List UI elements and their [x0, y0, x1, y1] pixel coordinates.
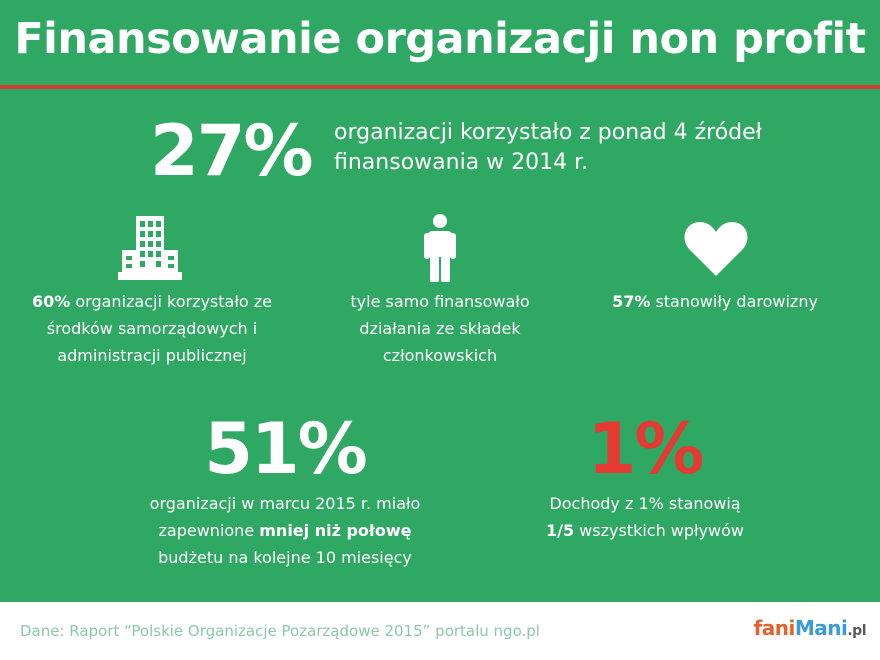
title-divider — [0, 85, 880, 89]
page-title: Finansowanie organizacji non profit — [14, 14, 866, 64]
stat-donations-value: 57% — [612, 292, 651, 311]
budget-text-before: organizacji w marcu 2015 r. miało zapewnione — [149, 494, 421, 540]
stat-donations — [590, 288, 840, 315]
one-percent-after: wszystkich wpływów — [574, 521, 745, 540]
stat-local-government-value: 60% — [32, 292, 71, 311]
budget-text-after: budżetu na kolejne 10 miesięcy — [158, 548, 412, 567]
stat-local-government-text: organizacji korzystało ze środków samorządowych i administracji publicznej — [46, 292, 272, 365]
stat-donations-text: stanowiły darowizny — [650, 292, 818, 311]
fanimani-logo[interactable] — [754, 616, 866, 640]
one-percent-line1: Dochody z 1% stanowią — [549, 494, 741, 513]
heart-icon — [684, 220, 748, 276]
budget-text-bold: mniej niż połowę — [259, 521, 412, 540]
stat-membership-fees — [330, 288, 550, 369]
source-note: Dane: Raport “Polskie Organizacje Pozarządowe 2015” portalu ngo.pl — [20, 622, 540, 640]
person-icon — [424, 214, 456, 282]
footer — [0, 602, 880, 660]
logo-part-2: Mani — [794, 616, 848, 640]
one-percent-bold: 1/5 — [545, 521, 575, 540]
headline-value: 27% — [150, 110, 312, 192]
headline-text: organizacji korzystało z ponad 4 źródeł finansowania w 2014 r. — [334, 120, 762, 175]
one-percent-value: 1% — [587, 408, 703, 490]
budget-value: 51% — [204, 408, 366, 490]
budget-text — [130, 490, 440, 571]
logo-part-3: .pl — [847, 623, 866, 639]
building-icon — [118, 214, 182, 280]
stat-local-government — [22, 288, 282, 369]
one-percent-text — [520, 490, 770, 544]
stat-membership-fees-text: tyle samo finansowało działania ze składek członkowskich — [350, 292, 530, 365]
logo-part-1: fani — [753, 616, 795, 640]
